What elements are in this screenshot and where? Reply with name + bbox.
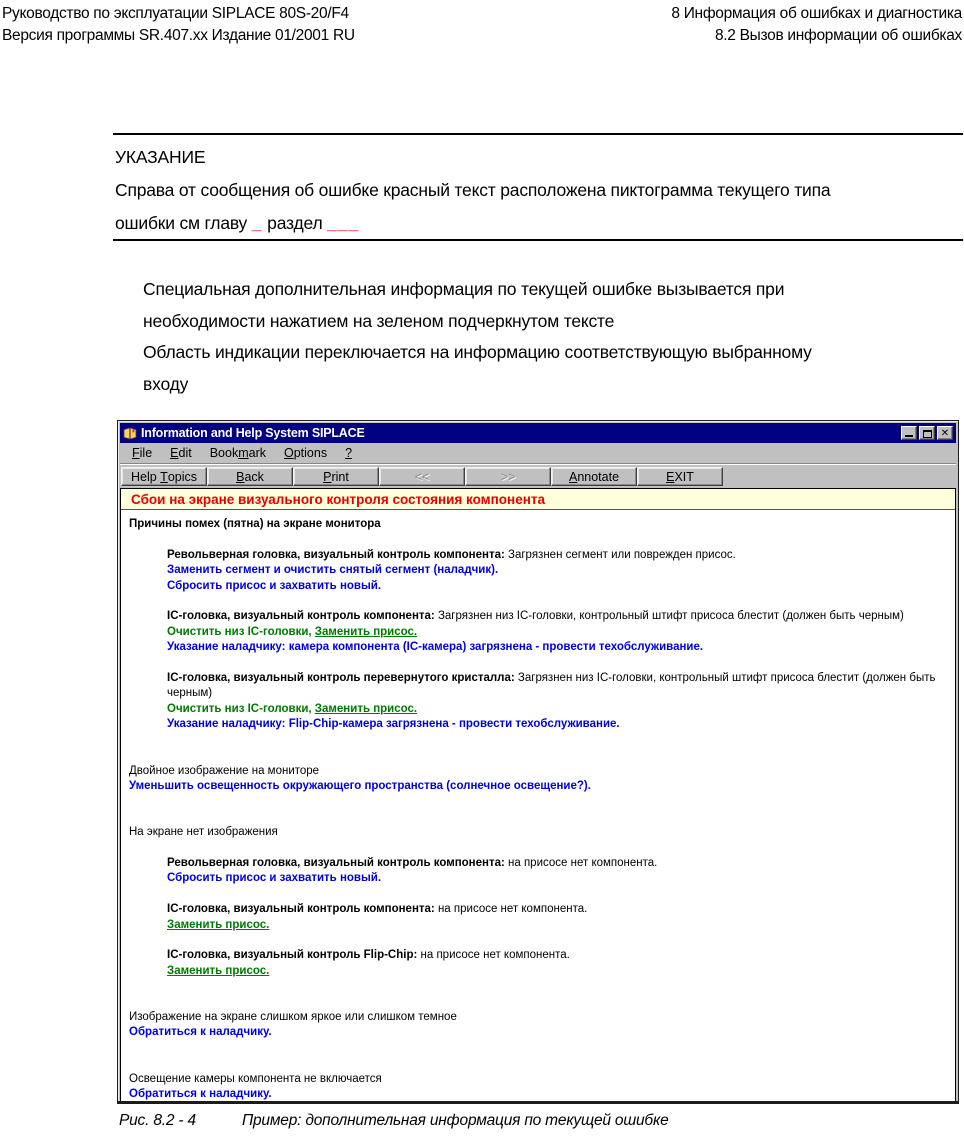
note-block — [115, 141, 963, 240]
help-text-line — [125, 995, 947, 1010]
window-controls — [901, 426, 953, 440]
window-titlebar[interactable] — [120, 423, 956, 443]
menu-bookmark[interactable]: Bookmark — [209, 446, 266, 460]
help-text-line — [125, 1025, 947, 1040]
body-line: Область индикации переключается на информацию соответствующую выбранному — [143, 342, 812, 362]
help-link[interactable]: Заменить присос. — [314, 625, 418, 638]
help-text-line — [125, 810, 947, 825]
maximize-button[interactable] — [919, 426, 935, 440]
help-text-line — [125, 671, 947, 702]
header-right — [671, 3, 962, 46]
text-segment: Освещение камеры компонента не включается — [129, 1072, 382, 1085]
header-left — [2, 3, 355, 46]
help-text-line — [125, 656, 947, 671]
help-text-line — [125, 902, 947, 917]
text-segment: Обратиться к наладчику. — [129, 1026, 272, 1039]
help-text-line — [125, 609, 947, 624]
body-paragraphs — [143, 274, 955, 400]
text-segment: Револьверная головка, визуальный контроль компонента: — [167, 548, 509, 561]
note-line — [115, 207, 963, 240]
text-segment: Причины помех (пятна) на экране монитора — [129, 518, 381, 530]
help-text-line — [125, 733, 947, 748]
back-button[interactable]: B ack — [207, 467, 293, 486]
text-segment: на присосе нет компонента. — [437, 903, 588, 916]
help-text-line — [125, 532, 947, 547]
text-segment: Указание наладчику: Flip-Chip-камера загрязнена - провести техобслуживание. — [167, 718, 620, 731]
help-text-line — [125, 517, 947, 532]
menu-help[interactable]: ? — [345, 446, 353, 460]
help-text-line — [125, 948, 947, 963]
help-text-line — [125, 764, 947, 779]
manual-title: Руководство по эксплуатации SIPLACE 80S-20/F4 — [2, 5, 349, 22]
help-text-line — [125, 1087, 947, 1102]
body-line: входу — [143, 373, 189, 394]
help-text-line — [125, 1010, 947, 1025]
help-text-line — [125, 640, 947, 655]
text-segment: IC-головка, визуальный контроль компонента: — [167, 610, 438, 623]
note-text: ошибки см главу — [115, 213, 252, 233]
text-segment: на присосе нет компонента. — [508, 856, 658, 869]
text-segment: Револьверная головка, визуальный контроль компонента: — [167, 856, 509, 869]
text-segment: IC-головка, визуальный контроль компонента: — [167, 903, 438, 916]
print-button[interactable]: P rint — [293, 467, 379, 486]
error-heading: Сбои на экране визуального контроля состояния компонента — [131, 492, 545, 507]
section-ref-link[interactable]: ___ — [327, 213, 360, 233]
help-text-line — [125, 964, 947, 979]
section-title: 8.2 Вызов информации об ошибках — [714, 26, 962, 44]
minimize-button[interactable] — [901, 426, 917, 440]
text-segment: Сбросить присос и захватить новый. — [167, 872, 382, 885]
help-text-line — [125, 548, 947, 563]
help-text-line — [125, 794, 947, 809]
help-text-line — [125, 1041, 947, 1056]
note-line: Справа от сообщения об ошибке красный текст расположена пиктограмма текущего типа — [115, 180, 831, 200]
menu-bar — [120, 443, 956, 464]
note-title: УКАЗАНИЕ — [115, 147, 206, 167]
minimize-icon — [905, 435, 913, 437]
note-text: раздел — [262, 213, 328, 233]
help-text-line — [125, 841, 947, 856]
help-text-line — [125, 702, 947, 717]
chapter-title: 8 Информация об ошибках и диагностика — [671, 5, 962, 22]
menu-options[interactable]: Options — [284, 446, 328, 460]
text-segment: IC-головка, визуальный контроль Flip-Chip: — [167, 949, 421, 962]
help-content-frame — [120, 488, 956, 1103]
help-text-line — [125, 748, 947, 763]
text-segment: IC-головка, визуальный контроль перевернутого кристалла: — [167, 672, 518, 685]
help-text-line — [125, 594, 947, 609]
help-text-line — [125, 825, 947, 840]
body-line: необходимости нажатием на зеленом подчеркнутом тексте — [143, 310, 615, 331]
divider-bottom — [113, 239, 963, 241]
help-text-line — [125, 1072, 947, 1087]
text-segment: Двойное изображение на мониторе — [129, 764, 320, 777]
help-text-line — [125, 918, 947, 933]
text-segment: Очистить низ IC-головки, — [167, 702, 315, 715]
menu-edit[interactable]: Edit — [170, 446, 192, 460]
help-link[interactable]: Заменить присос. — [167, 918, 270, 931]
text-segment: Загрязнен низ IC-головки, контрольный штифт присоса блестит (должен быть черным) — [167, 672, 936, 700]
text-segment: Загрязнен низ IC-головки, контрольный штифт присоса блестит (должен быть черным) — [437, 610, 904, 623]
text-segment: На экране нет изображения — [129, 826, 278, 839]
help-link[interactable]: Заменить присос. — [167, 964, 270, 977]
help-link[interactable]: Заменить присос. — [314, 702, 418, 715]
window-title: Information and Help System SIPLACE — [141, 426, 365, 440]
divider-top — [113, 133, 963, 135]
help-text-line — [125, 563, 947, 578]
help-text-line — [125, 779, 947, 794]
help-text-line — [125, 625, 947, 640]
help-text-line — [125, 717, 947, 732]
chapter-ref-link[interactable]: _ — [251, 213, 263, 233]
body-line: Специальная дополнительная информация по текущей ошибке вызывается при — [143, 279, 785, 299]
text-segment: Очистить низ IC-головки, — [167, 625, 315, 638]
text-segment: Сбросить присос и захватить новый. — [167, 579, 382, 592]
text-segment: Указание наладчику: камера компонента (IC-камера) загрязнена - провести техобслуживание. — [167, 641, 704, 654]
menu-file[interactable]: File — [132, 446, 153, 460]
help-text-line — [125, 871, 947, 886]
text-segment: Уменьшить освещенность окружающего пространства (солнечное освещение?). — [129, 779, 591, 792]
help-content — [121, 510, 955, 1103]
help-text-line — [125, 856, 947, 871]
toolbar — [120, 464, 956, 488]
maximize-icon — [923, 430, 932, 438]
help-text-line — [125, 933, 947, 948]
figure-caption — [119, 1112, 669, 1130]
text-segment: на присосе нет компонента. — [420, 949, 570, 962]
prev-page-button: << — [379, 467, 465, 486]
figure-text: Пример: дополнительная информация по текущей ошибке — [241, 1112, 669, 1129]
text-segment: Изображение на экране слишком яркое или слишком темное — [129, 1011, 457, 1023]
help-text-line — [125, 579, 947, 594]
help-book-icon — [123, 427, 137, 440]
manual-version: Версия программы SR.407.xx Издание 01/2001 RU — [2, 26, 355, 44]
text-segment: Обратиться к наладчику. — [129, 1088, 272, 1101]
text-segment: Загрязнен сегмент или поврежден присос. — [508, 548, 736, 561]
help-topics-button[interactable]: Help T opics — [121, 467, 207, 486]
annotate-button[interactable]: A nnotate — [551, 467, 637, 486]
exit-button[interactable]: E XIT — [637, 467, 723, 486]
help-window — [117, 420, 959, 1104]
error-heading-band — [121, 489, 955, 510]
help-text-line — [125, 887, 947, 902]
close-icon: ✕ — [940, 428, 950, 439]
help-text-line — [125, 979, 947, 994]
help-text-line — [125, 1056, 947, 1071]
figure-number: Рис. 8.2 - 4 — [119, 1112, 196, 1129]
close-button[interactable] — [937, 426, 953, 440]
text-segment: Заменить сегмент и очистить снятый сегмент (наладчик). — [167, 564, 499, 577]
next-page-button: >> — [465, 467, 551, 486]
